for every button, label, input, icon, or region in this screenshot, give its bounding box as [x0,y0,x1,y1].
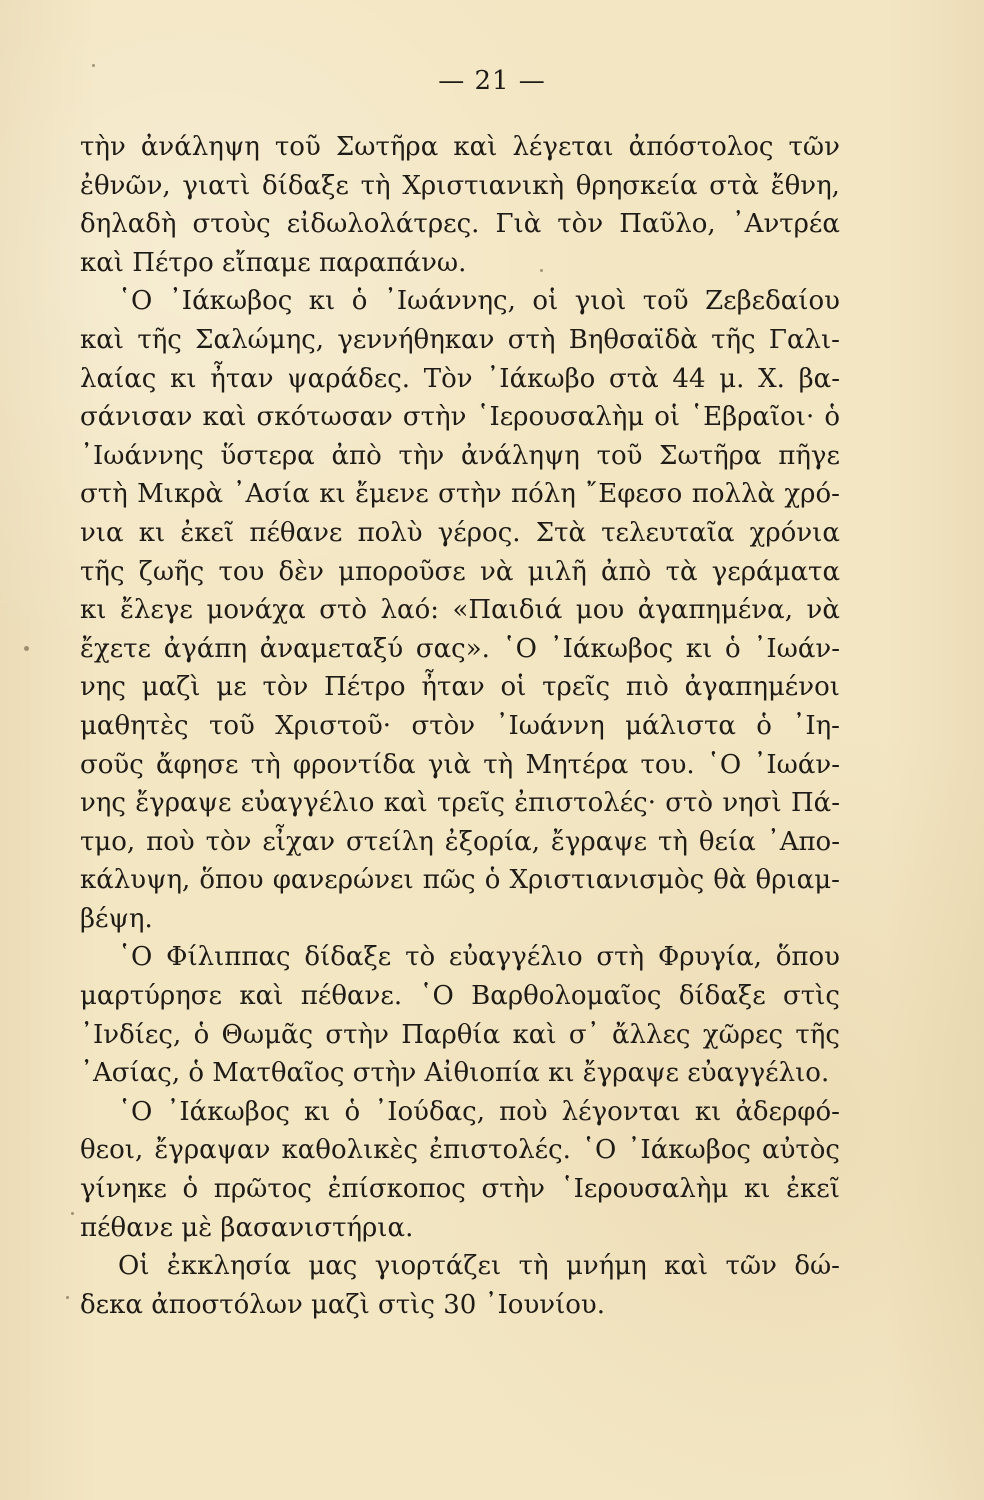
text-word: Γαλι- [768,324,840,355]
text-word: λέγονται [561,1096,681,1127]
text-word: ᾿Ιωάννης [80,440,204,471]
text-word: πιὸ [625,672,669,703]
text-word: πῶς [422,865,476,896]
text-word: τῶν [725,1251,777,1282]
text-word: με [216,672,247,703]
text-word: κι [170,363,197,394]
text-word: Σωτῆρα [659,440,762,471]
text-word: Χριστιανικὴ [402,170,565,201]
text-word: νια [80,517,124,548]
text-word: σας». [415,633,490,664]
text-word: βα- [798,363,840,394]
text-word: πέθανε. [300,981,403,1012]
text-word: Φίλιππας [166,942,291,973]
text-word: τὴ [250,749,281,780]
text-word: κι [303,1096,331,1127]
text-word: μποροῦσε [338,556,466,587]
text-word: ἔγραψαν [154,1135,271,1166]
text-word: ἔγραψε [550,826,648,857]
text-word: τῆς [80,556,125,587]
text-word: ἀγάπη [163,633,248,664]
text-word: Θωμᾶς [221,1019,314,1050]
text-word: νησὶ [722,788,782,819]
paper-speck [66,1296,69,1299]
paper-speck [92,64,95,67]
text-line [80,437,840,476]
text-word: ὅπου [199,865,264,896]
page-number: — 21 — [438,66,546,96]
text-line [80,360,840,399]
text-word: πῆγε [778,440,840,471]
text-word: καὶ [664,1251,709,1282]
text-word: «Παιδιά [452,595,563,626]
text-word: μνήμη [565,1251,647,1282]
text-word: δίδαξε [262,170,349,201]
text-word: ἐπίσκοπος [327,1174,466,1205]
text-word: χῶρες [702,1019,784,1050]
text-word: θεοι, [80,1135,144,1166]
text-word: ἐθνῶν, [80,170,171,201]
text-word: ἐκεῖ [786,1174,840,1205]
text-word: ἦταν [210,363,274,394]
text-word: ἐκκλησία [166,1251,291,1282]
text-word: ἀγαπημένοι [684,672,840,703]
text-line [80,823,840,862]
text-word: τὴν [80,132,126,162]
text-word: τοῦ [208,710,255,741]
text-word: μ. [719,363,745,394]
text-line [80,784,840,823]
text-word: δίδαξε [678,981,766,1012]
text-word: στὸ [319,595,367,626]
text-word: γίνηκε [80,1174,167,1205]
text-line: βέψη. [80,903,153,934]
text-word: ῾Ο [706,749,742,780]
text-word: νὰ [806,595,840,626]
text-line [80,553,840,592]
text-word: Μικρὰ [137,479,224,510]
text-word: λαίας [80,363,157,394]
text-word: ἄλλες [611,1019,691,1050]
text-word: ᾿Ιάκωβος [166,1096,290,1127]
text-line [80,630,840,669]
text-word: ᾿Απο- [766,826,840,857]
text-word: τρεῖς [437,788,505,819]
text-word: κάλυψη, [80,865,191,896]
text-word: τὴ [658,826,688,857]
text-word: πρῶτος [213,1174,312,1205]
text-word: στὴ [596,942,645,973]
text-word: εἶχαν [262,826,336,857]
text-line [80,1247,840,1286]
text-word: τὴ [483,749,514,780]
text-word: του. [640,749,695,780]
text-word: στὸ [665,788,714,819]
text-word: καὶ [383,788,428,819]
text-word: ὁ [824,402,840,433]
text-word: στὴν [325,1019,389,1050]
text-word: ᾿Ιωάννη [495,710,605,741]
text-word: ῾Ιερουσαλὴμ [476,402,645,433]
text-word: ὁ [756,710,772,741]
text-word: ᾿Ιάκωβος [627,1135,751,1166]
text-word: σ᾿ [568,1019,600,1050]
text-word: τῶν [788,132,840,162]
text-word: Βαρθολομαῖος [471,981,662,1012]
text-word: κι [80,595,107,626]
text-word: του [218,556,265,587]
text-word: λαό: [380,595,439,626]
text-word: μαθητὲς [80,710,189,741]
text-line: καὶ Πέτρο εἴπαμε παραπάνω. [80,247,467,278]
text-word: ᾿Ιη- [792,710,840,741]
text-line [80,475,840,514]
text-word: ᾿Ιούδας, [374,1096,485,1127]
text-word: ᾿Αντρέα [731,209,840,240]
text-word: ἐπιστολές. [429,1135,571,1166]
text-word: φανερώνει [272,865,414,896]
text-word: τοῦ [596,440,643,471]
text-word: Σωτῆρα [335,132,439,162]
text-word: ὅπου [775,942,840,973]
text-word: ἀπὸ [601,556,652,587]
text-line: δεκα ἀποστόλων μαζὶ στὶς 30 ᾿Ιουνίου. [80,1289,605,1320]
text-word: τῆς [711,324,756,355]
text-word: τρεῖς [542,672,611,703]
text-word: ἔμενε [355,479,429,510]
text-word: ᾿Ιάκωβος [168,286,293,317]
text-line [80,1016,840,1055]
text-word: τῆς [795,1019,840,1050]
text-word: θριαμ- [755,865,840,896]
text-word: θρησκεία [575,170,698,201]
text-word: αὐτὸς [762,1135,840,1166]
text-word: Φρυγία, [657,942,762,973]
text-word: ὕστερα [220,440,315,471]
text-line [80,591,840,630]
text-word: δίδαξε [304,942,392,973]
text-word: λέγεται [512,132,614,162]
text-line: ᾿Ασίας, ὁ Ματθαῖος στὴν Αἰθιοπία κι ἔγραψε εὐαγγέλιο. [80,1058,830,1089]
text-word: καὶ [512,1019,557,1050]
text-word: ἐξορία, [444,826,541,857]
text-line [80,746,840,785]
text-word: νης [80,672,126,703]
text-line [80,861,840,900]
text-word: εὐαγγέλιο [240,788,375,819]
text-word: οἱ [500,672,527,703]
text-word: ῾Ο [502,633,537,664]
text-word: τὸν [557,209,604,240]
text-word: ᾿Ιωάννης, [383,286,516,317]
text-word: Χριστοῦ· [275,710,392,741]
text-word: τὸ [405,942,436,973]
text-word: ὁ [182,1174,199,1205]
text-word: κι [685,633,713,664]
text-word: τὴ [360,170,391,201]
text-word: Οἱ [118,1251,150,1282]
text-line [80,1131,840,1170]
text-word: καὶ [239,981,284,1012]
text-line: πέθανε μὲ βασανιστήρια. [80,1212,414,1243]
text-word: τὰ [665,556,698,587]
text-word: πέθανε [249,517,343,548]
text-word: γέρος. [437,517,521,548]
text-word: ἀνάληψη [140,132,260,162]
text-word: Μητέρα [525,749,629,780]
text-word: τμο, [80,826,136,857]
text-word: δὲν [278,556,324,587]
text-word: χρό- [784,479,840,510]
text-word: γεράματα [711,556,840,587]
text-word: γιατὶ [182,170,251,201]
text-word: ἔθνη, [770,170,840,201]
text-word: ζωῆς [138,556,205,587]
text-word: στὶς [783,981,840,1012]
text-word: ῾Ο [118,286,153,317]
text-word: ἀπόστολος [628,132,774,162]
text-line [80,128,840,167]
text-line [80,167,840,206]
text-word: ὁ [725,633,741,664]
text-line [80,514,840,553]
text-word: στοὺς [192,209,271,240]
text-word: ἔλεγε [119,595,193,626]
text-line [80,1093,840,1132]
body-text [80,128,840,1324]
text-word: ἔχετε [80,633,152,664]
text-word: δώ- [794,1251,840,1282]
text-word: μαζὶ [141,672,201,703]
text-word: ᾿Ιάκωβο [486,363,596,394]
text-word: χρόνια [749,517,840,548]
text-word: ῾Ο [582,1135,617,1166]
text-word: ῾Εβραῖοι· [690,402,815,433]
text-word: νὰ [480,556,514,587]
text-word: θὰ [713,865,747,896]
text-word: ᾿Ασία [232,479,310,510]
text-word: ἔγραψε [135,788,232,819]
text-word: τὴν [398,440,445,471]
text-word: σκότωσαν [256,402,393,433]
text-word: ᾿Ινδίες, [80,1019,182,1050]
paper-speck [24,646,29,651]
text-word: Χριστιανισμὸς [509,865,705,896]
text-word: ἄφησε [155,749,239,780]
text-word: τοῦ [274,132,321,162]
text-word: τῆς [137,324,182,355]
text-word: σοῦς [80,749,144,780]
text-word: ἀγαπημένα, [637,595,794,626]
text-word: μονάχα [206,595,306,626]
text-word: καὶ [202,402,247,433]
text-word: ᾿Ιωάν- [753,633,840,664]
text-word: κι [138,517,166,548]
text-word: ἀναμεταξύ [259,633,404,664]
text-word: μας [308,1251,358,1282]
text-word: τελευταῖα [601,517,735,548]
text-word: κι [694,1096,722,1127]
text-word: ῾Ιερουσαλὴμ [560,1174,729,1205]
text-word: σάνισαν [80,402,193,433]
text-line [80,977,840,1016]
text-word: Βηθσαϊδὰ [568,324,698,355]
text-word: πολὺ [357,517,423,548]
text-word: στὸν [411,710,476,741]
text-word: μιλῆ [527,556,587,587]
text-word: οἱ [532,286,559,317]
text-word: τὸν [205,826,252,857]
text-word: Χ. [758,363,785,394]
text-word: γιὰ [427,749,472,780]
text-word: μαρτύρησε [80,981,223,1012]
text-word: ᾿Ιωάν- [753,749,840,780]
text-word: εἰδωλολάτρες. [286,209,480,240]
text-word: ῾Ο [118,1096,153,1127]
text-word: φροντίδα [292,749,416,780]
text-word: τὴ [518,1251,549,1282]
text-word: στὴν [481,1174,545,1205]
text-word: ποὺ [499,1096,548,1127]
text-word: ποὺ [146,826,195,857]
text-word: στὴν [438,479,502,510]
text-line [80,398,840,437]
text-word: μάλιστα [625,710,736,741]
text-word: θεία [698,826,756,857]
text-word: ἐκεῖ [180,517,235,548]
text-word: ἀπὸ [331,440,382,471]
text-line [80,321,840,360]
text-word: 44 [672,363,706,394]
text-word: ῎Εφεσο [585,479,683,510]
text-word: γιοὶ [574,286,627,317]
text-word: στὴ [80,479,128,510]
text-word: ὁ [344,1096,361,1127]
text-word: νης [80,788,126,819]
text-word: Στὰ [535,517,587,548]
text-word: ἀνάληψη [460,440,580,471]
text-word: στὰ [709,170,759,201]
paper-speck [71,1212,74,1215]
text-word: ἐπιστολές· [514,788,656,819]
text-word: Ζεβεδαίου [705,286,840,317]
text-word: ὁ [484,865,501,896]
text-word: γεννήθηκαν [337,324,495,355]
paper-speck [540,269,543,272]
text-word: ψαράδες. [287,363,411,394]
text-word: ἦταν [421,672,485,703]
text-word: Σαλώμης, [195,324,325,355]
text-word: Παῦλο, [619,209,716,240]
text-word: στὴν [402,402,467,433]
text-line [80,707,840,746]
text-line [80,205,840,244]
text-word: Πά- [790,788,840,819]
text-word: Τὸν [423,363,473,394]
text-word: ᾿Ιάκωβος [549,633,674,664]
text-word: κι [319,479,346,510]
text-word: καθολικὲς [281,1135,419,1166]
text-line [80,1170,840,1209]
text-word: Πέτρο [324,672,406,703]
text-word: κι [308,286,336,317]
text-word: Γιὰ [495,209,542,240]
text-word: μου [575,595,625,626]
text-word: ῾Ο [118,942,153,973]
text-line [80,282,840,321]
text-word: καὶ [80,324,125,355]
text-word: πόλη [511,479,576,510]
text-word: καὶ [453,132,498,162]
text-word: κι [744,1174,771,1205]
text-word: δηλαδὴ [80,209,177,240]
text-word: ὁ [351,286,368,317]
text-word: τὸν [262,672,309,703]
text-word: γιορτάζει [374,1251,502,1282]
text-word: πολλὰ [691,479,775,510]
text-word: ῾Ο [419,981,454,1012]
text-word: ἀδερφό- [735,1096,840,1127]
text-word: ὁ [193,1019,210,1050]
text-line [80,668,840,707]
text-word: στείλη [346,826,434,857]
text-word: τοῦ [642,286,689,317]
text-word: Παρθία [401,1019,501,1050]
text-word: οἱ [654,402,681,433]
text-word: εὐαγγέλιο [448,942,583,973]
text-line [80,938,840,977]
text-word: στὴ [507,324,556,355]
text-word: στὰ [608,363,659,394]
